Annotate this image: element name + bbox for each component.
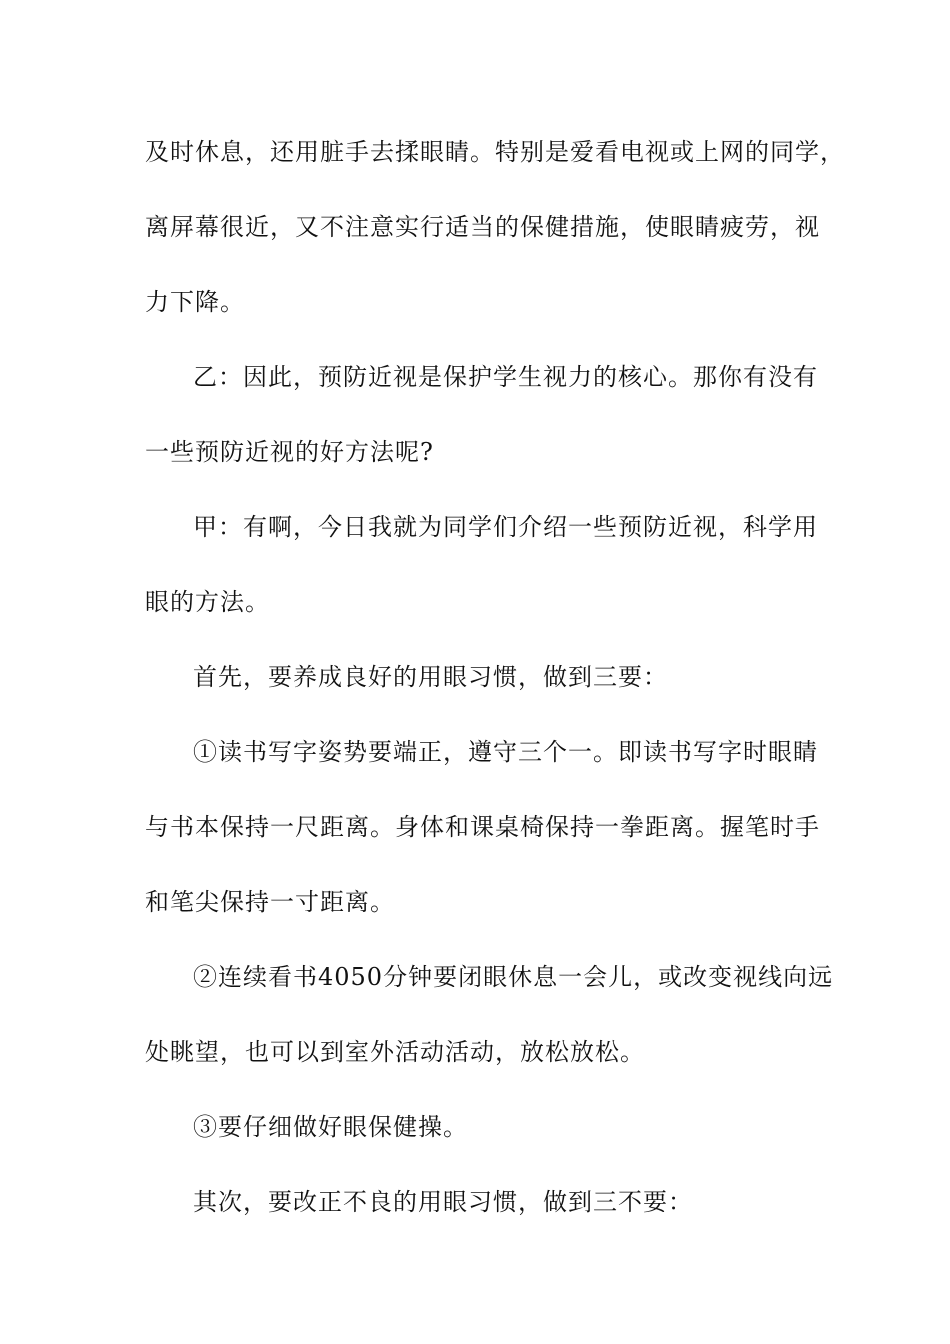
text-line: ②连续看书4050分钟要闭眼休息一会儿，或改变视线向远 bbox=[193, 963, 834, 991]
text-line: 眼的方法。 bbox=[145, 588, 270, 616]
text-line: 离屏幕很近，又不注意实行适当的保健措施，使眼睛疲劳，视 bbox=[145, 213, 820, 241]
text-line: 甲：有啊，今日我就为同学们介绍一些预防近视，科学用 bbox=[193, 513, 818, 541]
text-line: ①读书写字姿势要端正，遵守三个一。即读书写字时眼睛 bbox=[193, 738, 818, 766]
text-line: ③要仔细做好眼保健操。 bbox=[193, 1113, 468, 1141]
text-line: 力下降。 bbox=[145, 288, 245, 316]
text-line: 一些预防近视的好方法呢? bbox=[145, 438, 434, 466]
text-line: 及时休息，还用脏手去揉眼睛。特别是爱看电视或上网的同学， bbox=[145, 138, 845, 166]
text-line: 与书本保持一尺距离。身体和课桌椅保持一拳距离。握笔时手 bbox=[145, 813, 820, 841]
text-line: 首先，要养成良好的用眼习惯，做到三要： bbox=[193, 663, 668, 691]
text-line: 乙：因此，预防近视是保护学生视力的核心。那你有没有 bbox=[193, 363, 818, 391]
text-line: 和笔尖保持一寸距离。 bbox=[145, 888, 395, 916]
text-line: 处眺望，也可以到室外活动活动，放松放松。 bbox=[145, 1038, 645, 1066]
text-line: 其次，要改正不良的用眼习惯，做到三不要： bbox=[193, 1188, 693, 1216]
